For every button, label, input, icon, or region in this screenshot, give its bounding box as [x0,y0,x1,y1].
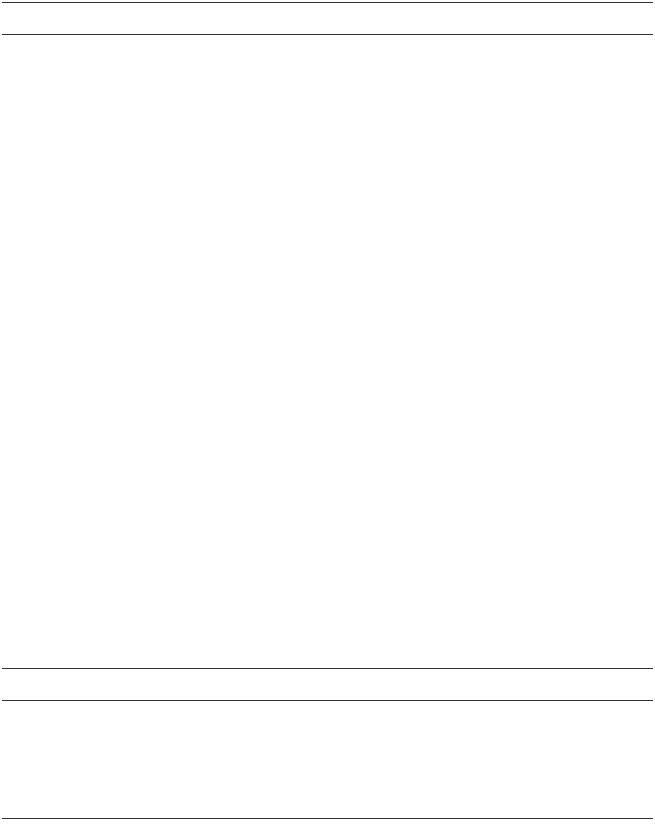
header-p-value-2 [570,671,630,699]
header-variance-component [258,671,338,699]
header-df-2 [362,671,432,699]
header-fixed-effects [28,5,118,33]
header-std-error-2 [158,671,238,699]
header-std-error [255,5,335,33]
header-df [466,5,536,33]
fixed-header-row [0,5,655,33]
header-random-effects [28,671,118,699]
table-bottom-rule [2,818,653,819]
random-header-rule [2,700,653,701]
header-coefficient [165,5,225,33]
header-t-value [370,5,430,33]
header-chi-square [468,671,538,699]
header-p-value [570,5,630,33]
header-rule [2,34,653,35]
table-top-rule [2,2,653,3]
fixed-random-divider [2,668,653,669]
random-header-row [0,671,655,699]
